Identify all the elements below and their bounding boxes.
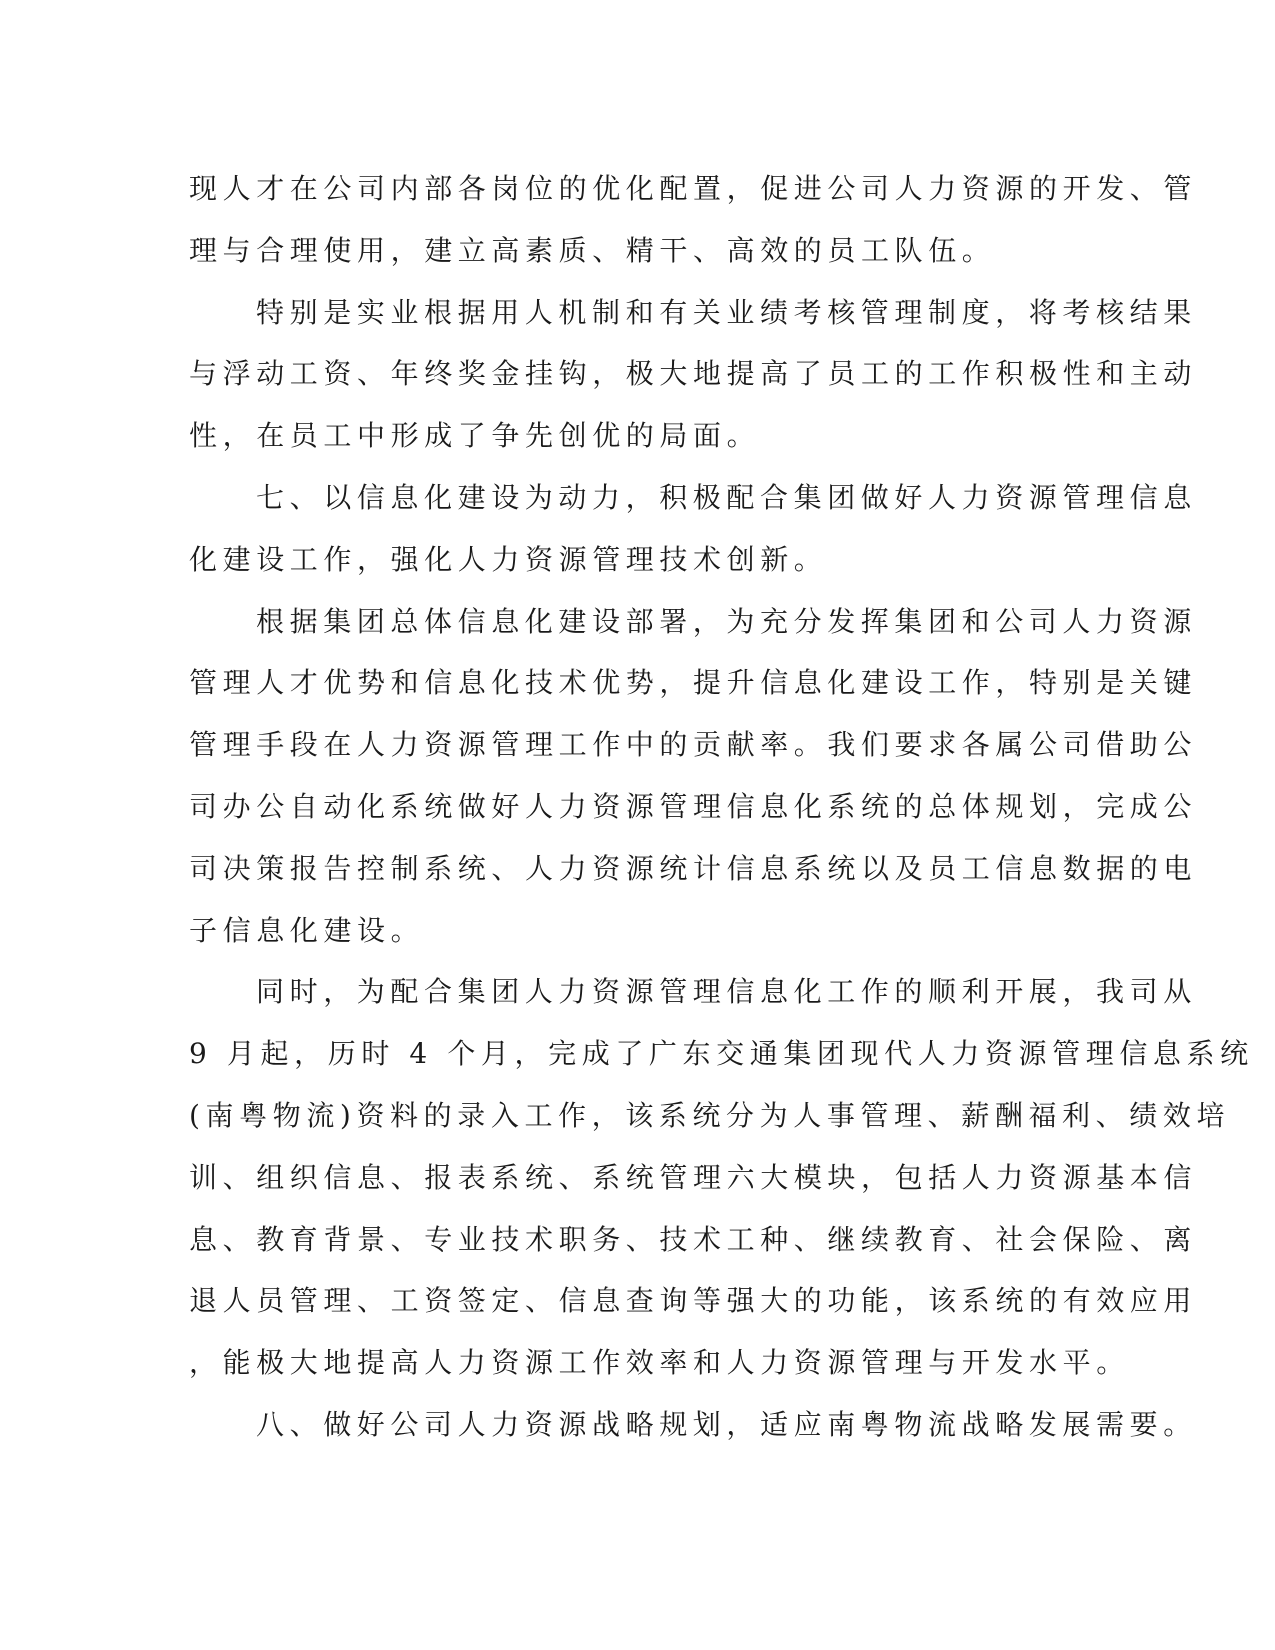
text-line: 七、以信息化建设为动力，积极配合集团做好人力资源管理信息 bbox=[256, 480, 1197, 514]
text-line: 与浮动工资、年终奖金挂钩，极大地提高了员工的工作积极性和主动 bbox=[189, 357, 1198, 391]
text-line: 特别是实业根据用人机制和有关业绩考核管理制度，将考核结果 bbox=[256, 295, 1197, 329]
text-line: 理与合理使用，建立高素质、精干、高效的员工队伍。 bbox=[189, 233, 996, 267]
text-line: 息、教育背景、专业技术职务、技术工种、继续教育、社会保险、离 bbox=[189, 1222, 1198, 1256]
text-line: 管理人才优势和信息化技术优势，提升信息化建设工作，特别是关键 bbox=[189, 666, 1198, 700]
paragraph-continued bbox=[189, 158, 1198, 282]
paragraph-system-entry bbox=[189, 961, 1254, 1394]
section-heading-eight bbox=[189, 1394, 1197, 1456]
text-line: 9 月起，历时 4 个月，完成了广东交通集团现代人力资源管理信息系统 bbox=[189, 1037, 1254, 1071]
paragraph-informatization bbox=[189, 591, 1198, 962]
text-line: 根据集团总体信息化建设部署，为充分发挥集团和公司人力资源 bbox=[256, 604, 1197, 638]
text-line: ，能极大地提高人力资源工作效率和人力资源管理与开发水平。 bbox=[189, 1346, 1130, 1380]
text-line: 训、组织信息、报表系统、系统管理六大模块，包括人力资源基本信 bbox=[189, 1160, 1198, 1194]
body-text bbox=[189, 158, 1254, 1456]
text-line: 同时，为配合集团人力资源管理信息化工作的顺利开展，我司从 bbox=[256, 975, 1197, 1009]
text-line: 退人员管理、工资签定、信息查询等强大的功能，该系统的有效应用 bbox=[189, 1284, 1198, 1318]
section-heading-seven bbox=[189, 467, 1197, 591]
text-line: 化建设工作，强化人力资源管理技术创新。 bbox=[189, 542, 828, 576]
paragraph-performance bbox=[189, 282, 1198, 467]
text-line: 司决策报告控制系统、人力资源统计信息系统以及员工信息数据的电 bbox=[189, 851, 1198, 885]
text-line: 管理手段在人力资源管理工作中的贡献率。我们要求各属公司借助公 bbox=[189, 728, 1198, 762]
text-line: (南粤物流)资料的录入工作，该系统分为人事管理、薪酬福利、绩效培 bbox=[189, 1098, 1231, 1132]
text-line: 现人才在公司内部各岗位的优化配置，促进公司人力资源的开发、管 bbox=[189, 172, 1198, 205]
text-line: 司办公自动化系统做好人力资源管理信息化系统的总体规划，完成公 bbox=[189, 789, 1198, 823]
text-line: 性，在员工中形成了争先创优的局面。 bbox=[189, 419, 761, 453]
text-line: 子信息化建设。 bbox=[189, 913, 425, 947]
text-line: 八、做好公司人力资源战略规划，适应南粤物流战略发展需要。 bbox=[256, 1407, 1197, 1441]
